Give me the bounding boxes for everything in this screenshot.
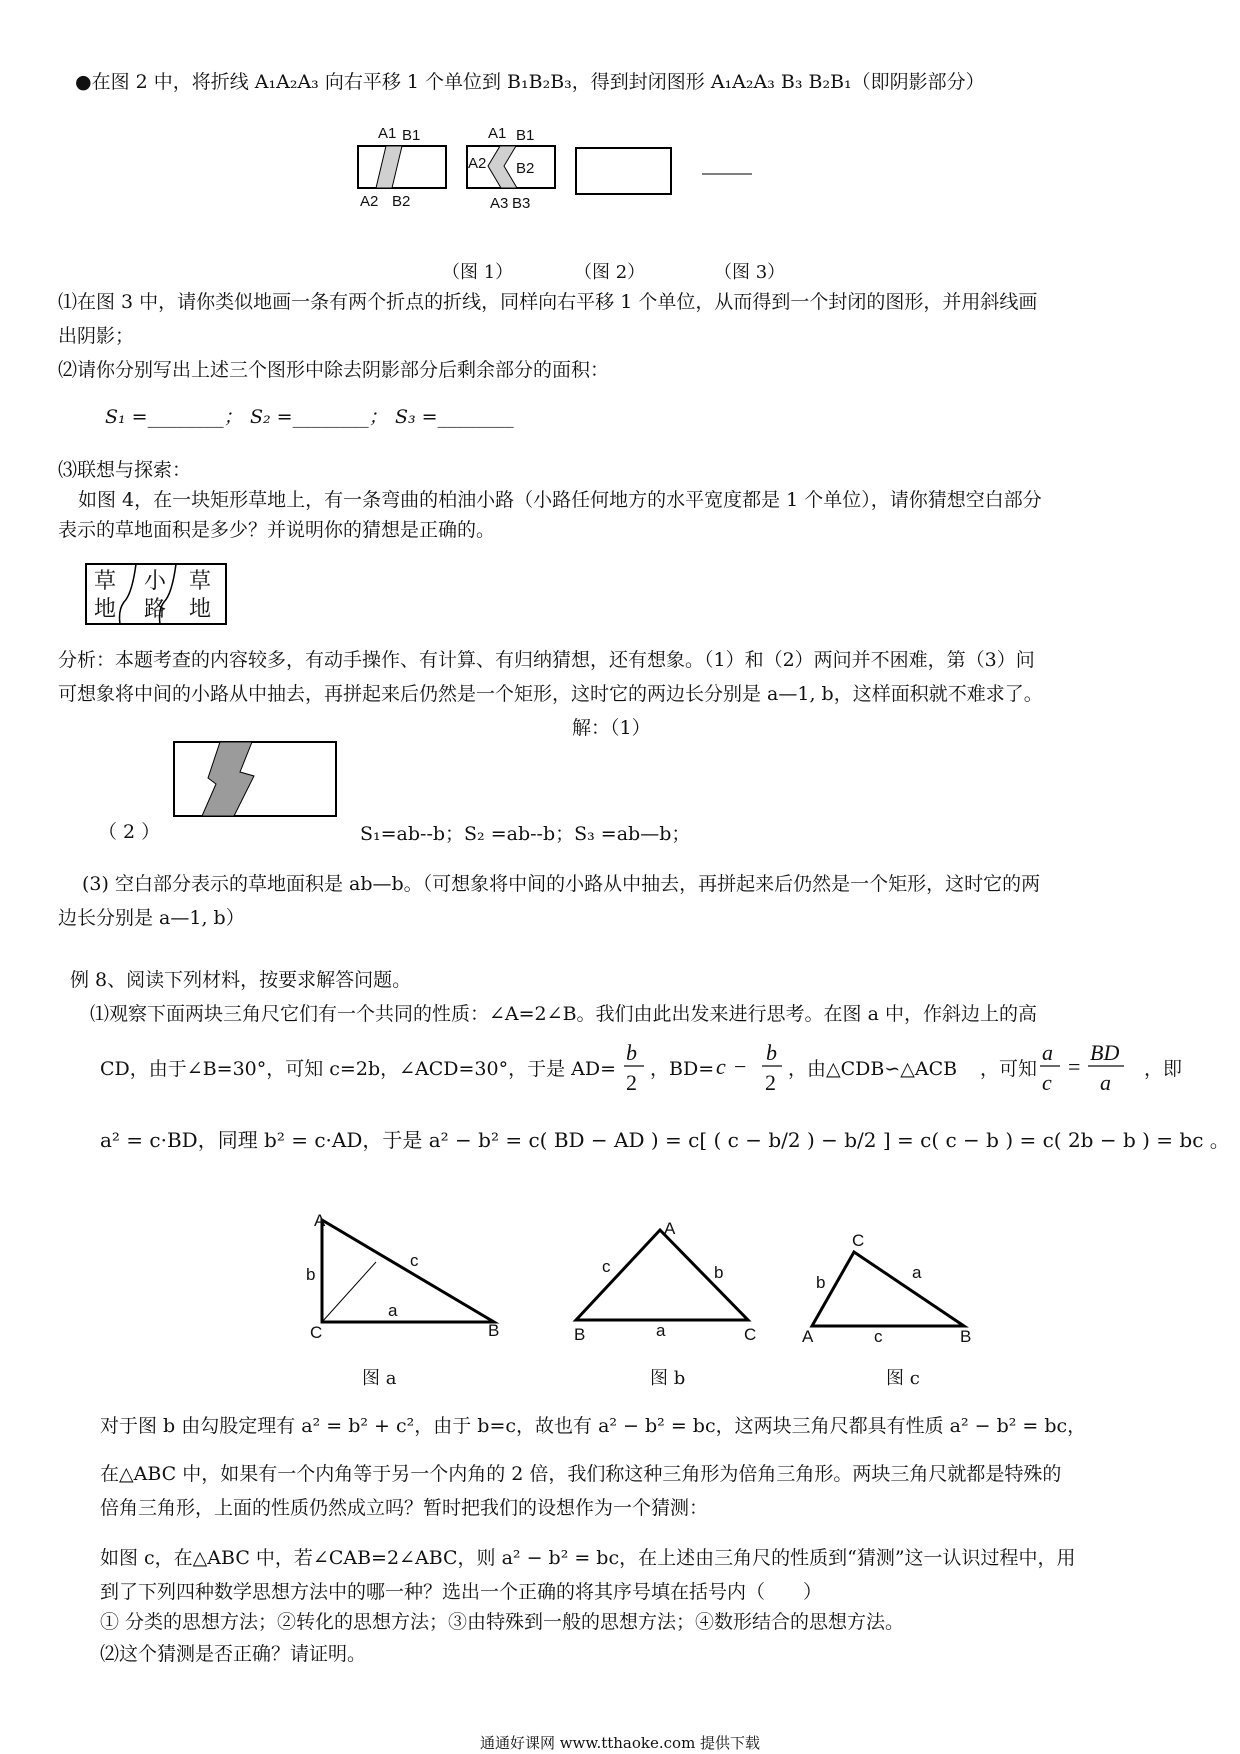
svg-text:BD: BD — [1090, 1040, 1120, 1065]
tri-a-label-A: A — [314, 1211, 326, 1230]
tri-c-label-A: A — [802, 1327, 814, 1346]
answer-part2-values: S₁=ab--b；S₂ =ab--b；S₃ =ab—b； — [360, 823, 691, 845]
fig4-left-1: 草 — [94, 569, 117, 594]
tri-c-label-B: B — [960, 1327, 972, 1346]
after-line7: ⑵这个猜测是否正确？请证明。 — [100, 1643, 367, 1665]
fig2-label-b2: B2 — [516, 160, 535, 177]
svg-text:−: − — [734, 1054, 747, 1079]
fig1-label-b1: B1 — [402, 127, 421, 144]
tri-b-side-b: b — [714, 1263, 724, 1282]
ex8-line3: a² = c·BD，同理 b² = c·AD，于是 a² − b² = c( BD − AD ) = c[ ( c − b/2 ) − b/2 ] = c( c − b ) = c( 2b − b ) = bc 。 — [100, 1128, 1230, 1152]
analysis-line1: 分析：本题考查的内容较多，有动手操作、有计算、有归纳猜想，还有想象。（1）和（2）两问并不困难，第（3）问 — [58, 649, 1035, 671]
fig1-label-a1: A1 — [378, 125, 397, 142]
after-line4: 如图 c，在△ABC 中，若∠CAB=2∠ABC，则 a² − b² = bc，在上述由三角尺的性质到“猜测”这一认识过程中，用 — [100, 1547, 1076, 1569]
ex8-line2-part-b: ，BD= — [650, 1058, 715, 1080]
frac-a-c-equals-bd-a — [1038, 1036, 1138, 1096]
q1-line1: ⑴在图 3 中，请你类似地画一条有两个折点的折线，同样向右平移 1 个单位，从而得到一个封闭的图形，并用斜线画 — [58, 291, 1038, 313]
after-line3: 倍角三角形，上面的性质仍然成立吗？暂时把我们的设想作为一个猜测： — [100, 1497, 709, 1519]
intro-text: ●在图 2 中，将折线 A₁A₂A₃ 向右平移 1 个单位到 B₁B₂B₃，得到封闭图形 A₁A₂A₃ B₃ B₂B₁（即阴影部分） — [75, 71, 985, 93]
triangle-figure-b — [566, 1219, 766, 1344]
after-line2: 在△ABC 中，如果有一个内角等于另一个内角的 2 倍，我们称这种三角形为倍角三角形。两块三角尺就都是特殊的 — [100, 1463, 1062, 1485]
caption-fig3: （图 3） — [714, 262, 786, 283]
tri-b-label-B: B — [574, 1325, 586, 1344]
q2-blank-s1: S₁ =________； — [105, 406, 243, 428]
fig2-label-a1: A1 — [488, 125, 507, 142]
after-line1: 对于图 b 由勾股定理有 a² = b² + c²，由于 b=c，故也有 a² − b² = bc，这两块三角尺都具有性质 a² − b² = bc， — [100, 1415, 1087, 1437]
q2-blank-s3: S₃ =________ — [395, 406, 514, 428]
tri-b-side-c: c — [602, 1257, 611, 1276]
svg-text:a: a — [1100, 1070, 1111, 1095]
tri-a-label-B: B — [488, 1321, 500, 1340]
caption-fig-a: 图 a — [362, 1368, 397, 1389]
tri-c-side-b: b — [816, 1273, 826, 1292]
svg-text:=: = — [1068, 1054, 1081, 1079]
caption-fig-c: 图 c — [886, 1368, 920, 1389]
tri-b-label-C: C — [744, 1325, 757, 1344]
svg-text:2: 2 — [626, 1070, 637, 1095]
caption-fig1: （图 1） — [442, 262, 514, 283]
caption-fig2: （图 2） — [574, 262, 646, 283]
fig4-right-1: 草 — [189, 569, 212, 594]
tri-b-side-a: a — [656, 1321, 666, 1340]
after-line6: ① 分类的思想方法；②转化的思想方法；③由特殊到一般的思想方法；④数形结合的思想方法。 — [100, 1611, 905, 1633]
tri-a-label-C: C — [310, 1323, 323, 1342]
ex8-line1: ⑴观察下面两块三角尺它们有一个共同的性质：∠A=2∠B。我们由此出发来进行思考。在图 a 中，作斜边上的高 — [90, 1003, 1037, 1025]
ex8-line2-part-e: ，即 — [1144, 1058, 1183, 1080]
frac-b-over-2 — [622, 1036, 646, 1096]
ex8-line2 — [100, 1036, 1183, 1096]
ex8-line2-part-d: ，可知 — [980, 1058, 1038, 1080]
fig4-right-2: 地 — [189, 597, 212, 622]
q1-line2: 出阴影； — [58, 325, 135, 347]
q3-line1: 如图 4，在一块矩形草地上，有一条弯曲的柏油小路（小路任何地方的水平宽度都是 1 个单位），请你猜想空白部分 — [78, 489, 1042, 511]
q2-text: ⑵请你分别写出上述三个图形中除去阴影部分后剩余部分的面积： — [58, 359, 610, 381]
fig1-label-b2: B2 — [392, 193, 411, 210]
svg-text:2: 2 — [765, 1070, 776, 1095]
tri-a-side-b: b — [306, 1265, 316, 1284]
svg-text:b: b — [626, 1040, 637, 1065]
tri-c-side-c: c — [874, 1327, 883, 1346]
fig4-mid-2: 路 — [144, 597, 167, 622]
svg-text:a: a — [1042, 1040, 1053, 1065]
fig2-label-b3: B3 — [512, 195, 531, 212]
fig2-label-a3: A3 — [490, 195, 509, 212]
answer-part2-label: （ 2 ） — [98, 821, 161, 843]
ex8-title: 例 8、阅读下列材料，按要求解答问题。 — [70, 969, 412, 991]
fig2-label-a2: A2 — [468, 155, 487, 172]
caption-fig-b: 图 b — [650, 1368, 686, 1389]
analysis-line2: 可想象将中间的小路从中抽去，再拼起来后仍然是一个矩形，这时它的两边长分别是 a—1, b，这样面积就不难求了。 — [58, 683, 1043, 705]
fig1-label-a2: A2 — [360, 193, 379, 210]
tri-a-side-c: c — [410, 1251, 419, 1270]
answer-part3-line1: (3) 空白部分表示的草地面积是 ab—b。（可想象将中间的小路从中抽去，再拼起来后仍然是一个矩形，这时它的两 — [82, 873, 1041, 895]
fig4-left-2: 地 — [94, 597, 117, 622]
svg-text:c: c — [1042, 1070, 1052, 1095]
svg-text:c: c — [716, 1054, 726, 1079]
figure-1 — [358, 125, 446, 210]
answer-part3-line2: 边长分别是 a—1, b） — [58, 907, 245, 929]
tri-b-label-A: A — [664, 1219, 676, 1238]
triangle-figure-a — [300, 1210, 510, 1340]
fig2-label-b1: B1 — [516, 127, 535, 144]
fig4-mid-1: 小 — [144, 569, 167, 594]
figure-3 — [576, 148, 671, 194]
svg-text:b: b — [766, 1040, 777, 1065]
page-footer: 通通好课网 www.tthaoke.com 提供下载 — [479, 1734, 761, 1752]
solution-label: 解：（1） — [572, 717, 651, 739]
q3-title: ⑶联想与探索： — [58, 459, 192, 481]
ex8-line2-part-c: ，由△CDB∽△ACB — [788, 1058, 958, 1080]
figure-2 — [467, 125, 555, 212]
q2-blank-s2: S₂ =________； — [250, 406, 388, 428]
tri-c-side-a: a — [912, 1263, 922, 1282]
figure-4 — [84, 562, 234, 628]
q3-line2: 表示的草地面积是多少？并说明你的猜想是正确的。 — [58, 519, 496, 541]
figure-1-2-3 — [340, 118, 780, 218]
ex8-line2-part-a: CD，由于∠B=30°，可知 c=2b，∠ACD=30°，于是 AD= — [100, 1058, 617, 1080]
tri-c-label-C: C — [852, 1231, 865, 1250]
solution-figure — [172, 740, 342, 820]
after-line5: 到了下列四种数学思想方法中的哪一种？选出一个正确的将其序号填在括号内（ ） — [100, 1581, 823, 1603]
tri-a-side-a: a — [388, 1301, 398, 1320]
triangle-figure-c — [794, 1230, 994, 1346]
